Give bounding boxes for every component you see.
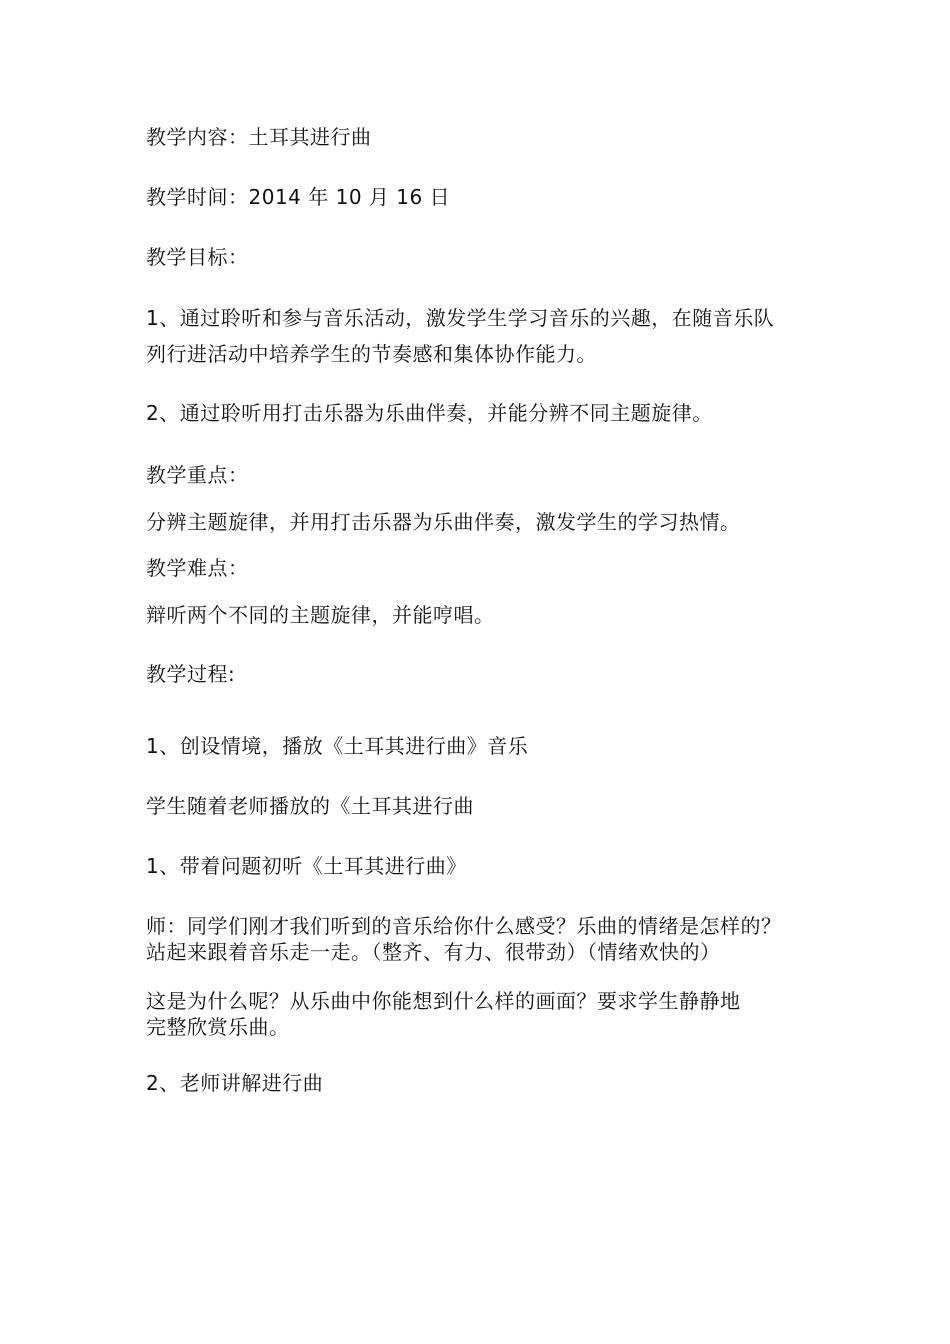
teacher-question-line-1: 师：同学们刚才我们听到的音乐给你什么感受？乐曲的情绪是怎样的？: [146, 914, 782, 938]
time-line: 教学时间：2014 年 10 月 16 日: [146, 185, 451, 209]
difficulties-heading: 教学难点：: [146, 556, 249, 580]
objectives-heading: 教学目标：: [146, 245, 249, 269]
step-1: 1、创设情境，播放《土耳其进行曲》音乐: [146, 734, 529, 758]
difficulties-text: 辩听两个不同的主题旋律，并能哼唱。: [146, 603, 495, 627]
teacher-question-line-2: 站起来跟着音乐走一走。（整齐、有力、很带劲）（情绪欢快的）: [146, 940, 721, 964]
key-points-heading: 教学重点：: [146, 463, 249, 487]
key-points-text: 分辨主题旋律，并用打击乐器为乐曲伴奏，激发学生的学习热情。: [146, 510, 741, 534]
step-2: 2、老师讲解进行曲: [146, 1071, 324, 1095]
question-line-1: 这是为什么呢？从乐曲中你能想到什么样的画面？要求学生静静地: [146, 989, 741, 1013]
step-1-detail: 学生随着老师播放的《土耳其进行曲: [146, 794, 474, 818]
question-line-2: 完整欣赏乐曲。: [146, 1015, 290, 1039]
process-heading: 教学过程:: [146, 662, 236, 686]
content-line: 教学内容：土耳其进行曲: [146, 125, 372, 149]
objective-1-line-1: 1、通过聆听和参与音乐活动，激发学生学习音乐的兴趣，在随音乐队: [146, 306, 775, 330]
step-1b: 1、带着问题初听《土耳其进行曲》: [146, 854, 467, 878]
objective-1-line-2: 列行进活动中培养学生的节奏感和集体协作能力。: [146, 342, 597, 366]
objective-2: 2、通过聆听用打击乐器为乐曲伴奏，并能分辨不同主题旋律。: [146, 401, 713, 425]
